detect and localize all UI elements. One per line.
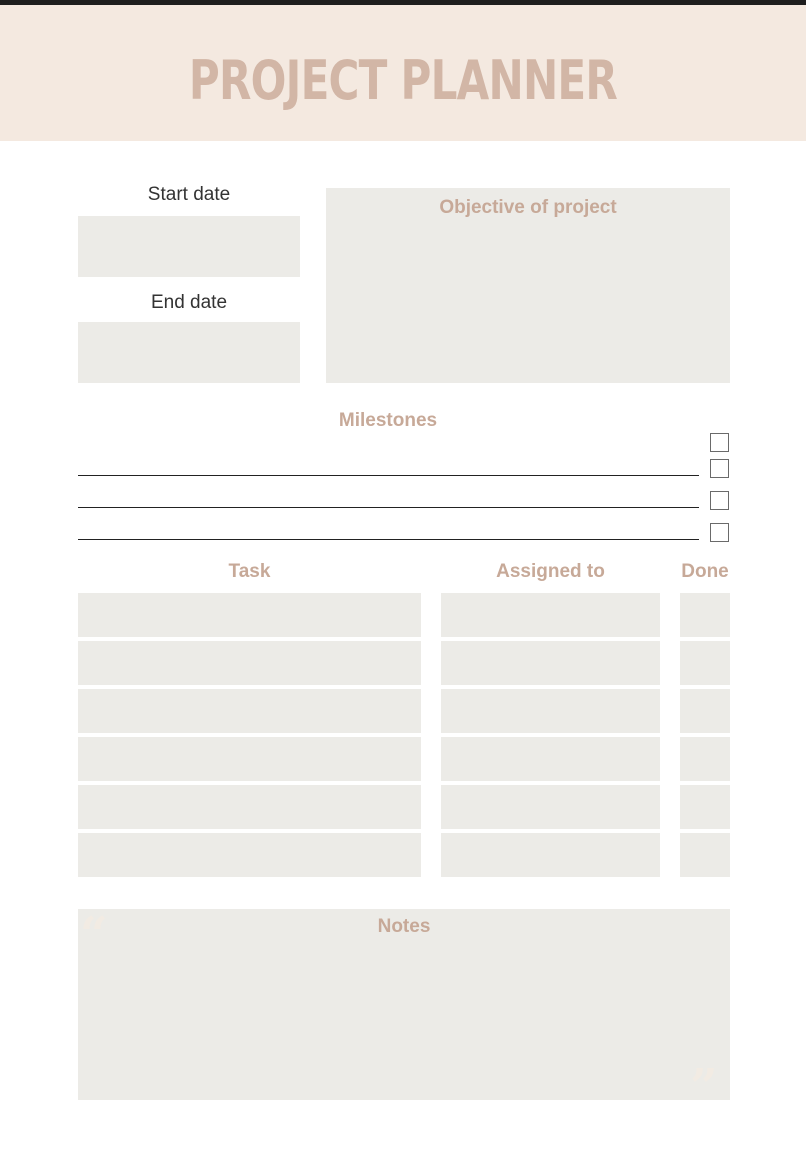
task-row <box>78 737 730 781</box>
open-quote-icon: “ <box>80 907 108 963</box>
assigned-cell[interactable] <box>441 641 660 685</box>
task-cell[interactable] <box>78 833 421 877</box>
milestone-checkbox[interactable] <box>710 491 729 510</box>
done-cell[interactable] <box>680 737 730 781</box>
milestone-checkbox[interactable] <box>710 459 729 478</box>
assigned-column-header: Assigned to <box>496 561 605 582</box>
start-date-field[interactable] <box>78 216 300 277</box>
milestone-checkbox[interactable] <box>710 523 729 542</box>
notes-label: Notes <box>377 916 431 937</box>
page-header <box>0 5 806 141</box>
start-date-label: Start date <box>147 184 231 205</box>
done-cell[interactable] <box>680 641 730 685</box>
assigned-cell[interactable] <box>441 737 660 781</box>
milestones-label: Milestones <box>338 410 438 431</box>
done-column-header: Done <box>681 561 729 582</box>
milestone-line[interactable] <box>78 475 699 476</box>
task-cell[interactable] <box>78 737 421 781</box>
end-date-label: End date <box>150 292 228 313</box>
page-title: PROJECT PLANNER <box>188 49 618 112</box>
task-row <box>78 641 730 685</box>
assigned-cell[interactable] <box>441 785 660 829</box>
milestone-line[interactable] <box>78 507 699 508</box>
task-cell[interactable] <box>78 689 421 733</box>
done-cell[interactable] <box>680 833 730 877</box>
task-cell[interactable] <box>78 785 421 829</box>
task-row <box>78 689 730 733</box>
assigned-cell[interactable] <box>441 833 660 877</box>
objective-label: Objective of project <box>439 197 617 218</box>
task-row <box>78 785 730 829</box>
task-cell[interactable] <box>78 641 421 685</box>
assigned-cell[interactable] <box>441 593 660 637</box>
close-quote-icon: ” <box>690 1059 718 1115</box>
assigned-cell[interactable] <box>441 689 660 733</box>
milestone-checkbox[interactable] <box>710 433 729 452</box>
done-cell[interactable] <box>680 593 730 637</box>
task-row <box>78 833 730 877</box>
task-cell[interactable] <box>78 593 421 637</box>
done-cell[interactable] <box>680 689 730 733</box>
objective-field[interactable] <box>326 188 730 383</box>
end-date-field[interactable] <box>78 322 300 383</box>
notes-field[interactable] <box>78 907 730 1115</box>
milestone-line[interactable] <box>78 539 699 540</box>
task-row <box>78 593 730 637</box>
done-cell[interactable] <box>680 785 730 829</box>
task-column-header: Task <box>228 561 271 582</box>
